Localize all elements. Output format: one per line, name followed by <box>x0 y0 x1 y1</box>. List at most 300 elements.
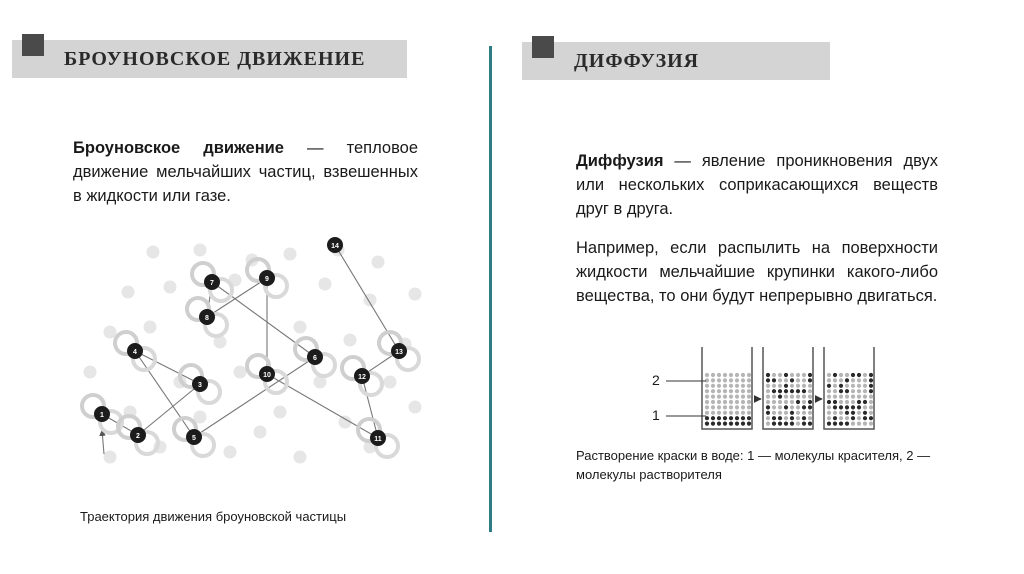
solvent-molecule-icon <box>705 400 709 404</box>
solvent-molecule-icon <box>741 405 745 409</box>
solvent-molecule-icon <box>711 405 715 409</box>
solvent-molecule-icon <box>711 389 715 393</box>
trajectory-point-label: 2 <box>136 433 140 440</box>
molecule-icon <box>274 406 287 419</box>
solvent-molecule-icon <box>717 405 721 409</box>
dye-molecule-icon <box>796 389 800 393</box>
solvent-molecule-icon <box>796 373 800 377</box>
molecule-icon <box>319 278 332 291</box>
solvent-molecule-icon <box>833 395 837 399</box>
dye-molecule-icon <box>741 422 745 426</box>
solvent-molecule-icon <box>705 395 709 399</box>
dye-molecule-icon <box>833 373 837 377</box>
solvent-molecule-icon <box>869 405 873 409</box>
dye-molecule-icon <box>790 389 794 393</box>
solvent-molecule-icon <box>796 405 800 409</box>
dye-molecule-icon <box>863 416 867 420</box>
solvent-molecule-icon <box>784 400 788 404</box>
solvent-molecule-icon <box>729 384 733 388</box>
solvent-molecule-icon <box>741 400 745 404</box>
solvent-molecule-icon <box>747 373 751 377</box>
solvent-molecule-icon <box>863 378 867 382</box>
solvent-molecule-icon <box>863 389 867 393</box>
dye-molecule-icon <box>772 389 776 393</box>
dye-molecule-icon <box>766 378 770 382</box>
solvent-molecule-icon <box>772 384 776 388</box>
solvent-molecule-icon <box>827 378 831 382</box>
solvent-molecule-icon <box>869 411 873 415</box>
dye-molecule-icon <box>784 373 788 377</box>
solvent-molecule-icon <box>778 373 782 377</box>
solvent-molecule-icon <box>723 384 727 388</box>
solvent-molecule-icon <box>729 400 733 404</box>
diffusion-term: Диффузия <box>576 152 664 170</box>
brownian-term: Броуновское движение <box>73 139 284 157</box>
dye-molecule-icon <box>747 416 751 420</box>
dye-molecule-icon <box>790 411 794 415</box>
solvent-molecule-icon <box>863 422 867 426</box>
dye-molecule-icon <box>851 405 855 409</box>
trajectory-arrow <box>138 384 200 435</box>
molecule-icon <box>284 248 297 261</box>
trajectory-point-label: 4 <box>133 349 137 356</box>
solvent-molecule-icon <box>827 373 831 377</box>
solvent-label: 2 <box>652 372 660 388</box>
diffusion-definition-text: — явление проникновения двух или нескольких соприкасающихся веществ друг в друга. <box>576 152 938 218</box>
beaker-icon <box>702 347 752 429</box>
dye-molecule-icon <box>784 405 788 409</box>
dye-molecule-icon <box>851 411 855 415</box>
solvent-molecule-icon <box>827 395 831 399</box>
trajectory-arrow <box>194 357 315 437</box>
dye-molecule-icon <box>735 422 739 426</box>
molecule-icon <box>294 321 307 334</box>
molecule-icon <box>384 376 397 389</box>
solvent-molecule-icon <box>808 384 812 388</box>
solvent-molecule-icon <box>784 411 788 415</box>
solvent-molecule-icon <box>705 373 709 377</box>
molecule-icon <box>147 246 160 259</box>
molecule-icon <box>122 286 135 299</box>
trajectory-point-label: 9 <box>265 276 269 283</box>
solvent-molecule-icon <box>717 373 721 377</box>
solvent-molecule-icon <box>705 384 709 388</box>
solvent-molecule-icon <box>741 389 745 393</box>
dye-molecule-icon <box>772 378 776 382</box>
solvent-molecule-icon <box>735 378 739 382</box>
solvent-molecule-icon <box>857 422 861 426</box>
brownian-trajectory-figure <box>70 232 440 482</box>
beaker-icon <box>763 347 813 429</box>
dye-molecule-icon <box>802 422 806 426</box>
solvent-molecule-icon <box>723 378 727 382</box>
solvent-molecule-icon <box>784 395 788 399</box>
solvent-molecule-icon <box>735 389 739 393</box>
solvent-molecule-icon <box>845 416 849 420</box>
molecule-icon <box>344 334 357 347</box>
solvent-molecule-icon <box>863 405 867 409</box>
dye-molecule-icon <box>790 416 794 420</box>
solvent-molecule-icon <box>845 373 849 377</box>
solvent-molecule-icon <box>717 400 721 404</box>
solvent-molecule-icon <box>711 378 715 382</box>
solvent-molecule-icon <box>863 395 867 399</box>
dye-molecule-icon <box>772 416 776 420</box>
dye-molecule-icon <box>863 411 867 415</box>
solvent-molecule-icon <box>845 395 849 399</box>
solvent-molecule-icon <box>869 400 873 404</box>
molecule-icon <box>164 281 177 294</box>
molecule-icon <box>144 321 157 334</box>
molecule-icon <box>104 451 117 464</box>
dye-molecule-icon <box>772 422 776 426</box>
dye-molecule-icon <box>857 400 861 404</box>
solvent-molecule-icon <box>827 416 831 420</box>
dye-molecule-icon <box>802 389 806 393</box>
solvent-molecule-icon <box>790 400 794 404</box>
molecule-icon <box>409 288 422 301</box>
dye-molecule-icon <box>741 416 745 420</box>
molecule-icon <box>194 244 207 257</box>
trajectory-point-label: 5 <box>192 435 196 442</box>
dye-molecule-icon <box>705 416 709 420</box>
solvent-molecule-icon <box>827 389 831 393</box>
solvent-molecule-icon <box>766 400 770 404</box>
solvent-molecule-icon <box>784 416 788 420</box>
solvent-molecule-icon <box>857 378 861 382</box>
solvent-molecule-icon <box>711 373 715 377</box>
dye-molecule-icon <box>808 373 812 377</box>
dye-molecule-icon <box>869 389 873 393</box>
solvent-molecule-icon <box>808 411 812 415</box>
brownian-definition <box>73 136 418 208</box>
dye-molecule-icon <box>808 400 812 404</box>
solvent-molecule-icon <box>802 373 806 377</box>
solvent-molecule-icon <box>772 405 776 409</box>
solvent-molecule-icon <box>796 384 800 388</box>
solvent-molecule-icon <box>857 395 861 399</box>
solvent-molecule-icon <box>747 400 751 404</box>
trajectory-point-label: 14 <box>331 243 339 250</box>
solvent-molecule-icon <box>839 411 843 415</box>
diffusion-section-header <box>522 42 830 80</box>
dye-molecule-icon <box>857 373 861 377</box>
trajectory-point-label: 7 <box>210 280 214 287</box>
trajectory-point-label: 3 <box>198 382 202 389</box>
dye-molecule-icon <box>766 411 770 415</box>
diffusion-header-title: ДИФФУЗИЯ <box>574 49 700 72</box>
solvent-molecule-icon <box>790 384 794 388</box>
section-divider <box>489 46 492 532</box>
solvent-molecule-icon <box>796 411 800 415</box>
solvent-molecule-icon <box>851 400 855 404</box>
solvent-molecule-icon <box>772 400 776 404</box>
solvent-molecule-icon <box>766 395 770 399</box>
solvent-molecule-icon <box>778 400 782 404</box>
trajectory-arrow <box>135 351 194 437</box>
dye-molecule-icon <box>839 405 843 409</box>
solvent-molecule-icon <box>857 411 861 415</box>
solvent-molecule-icon <box>802 378 806 382</box>
dye-molecule-icon <box>857 405 861 409</box>
solvent-molecule-icon <box>869 422 873 426</box>
solvent-molecule-icon <box>833 384 837 388</box>
dye-molecule-icon <box>833 400 837 404</box>
trajectory-arrow <box>102 430 104 454</box>
dye-molecule-icon <box>723 416 727 420</box>
solvent-molecule-icon <box>723 405 727 409</box>
dye-molecule-icon <box>833 405 837 409</box>
dye-molecule-icon <box>802 416 806 420</box>
solvent-molecule-icon <box>729 395 733 399</box>
solvent-molecule-icon <box>735 400 739 404</box>
dye-molecule-icon <box>869 378 873 382</box>
solvent-molecule-icon <box>845 400 849 404</box>
dye-molecule-icon <box>766 373 770 377</box>
header-square-icon <box>22 34 44 56</box>
diffusion-example: Например, если распылить на поверхности жидкости мельчайшие крупинки какого-либо вещества, то они будут непрерывно двигаться. <box>576 239 938 305</box>
dye-molecule-icon <box>851 416 855 420</box>
dye-molecule-icon <box>723 422 727 426</box>
dye-molecule-icon <box>839 389 843 393</box>
dye-molecule-icon <box>790 422 794 426</box>
dye-molecule-icon <box>845 378 849 382</box>
dye-molecule-icon <box>869 373 873 377</box>
solvent-molecule-icon <box>717 395 721 399</box>
solvent-molecule-icon <box>717 411 721 415</box>
solvent-molecule-icon <box>851 422 855 426</box>
solvent-molecule-icon <box>857 389 861 393</box>
solvent-molecule-icon <box>717 389 721 393</box>
dye-molecule-icon <box>766 405 770 409</box>
solvent-molecule-icon <box>747 395 751 399</box>
solvent-molecule-icon <box>705 405 709 409</box>
solvent-molecule-icon <box>729 405 733 409</box>
molecule-icon <box>409 401 422 414</box>
dye-molecule-icon <box>808 378 812 382</box>
dye-molecule-icon <box>845 422 849 426</box>
solvent-molecule-icon <box>705 378 709 382</box>
brownian-figure-caption: Траектория движения броуновской частицы <box>80 509 347 524</box>
solvent-molecule-icon <box>735 373 739 377</box>
dye-molecule-icon <box>705 422 709 426</box>
solvent-molecule-icon <box>808 416 812 420</box>
solvent-molecule-icon <box>766 384 770 388</box>
solvent-molecule-icon <box>851 378 855 382</box>
trajectory-point-label: 8 <box>205 315 209 322</box>
dye-molecule-icon <box>839 422 843 426</box>
solvent-molecule-icon <box>772 373 776 377</box>
solvent-molecule-icon <box>790 405 794 409</box>
solvent-molecule-icon <box>796 378 800 382</box>
trajectory-arrow <box>335 245 399 351</box>
dye-molecule-icon <box>784 422 788 426</box>
solvent-molecule-icon <box>857 416 861 420</box>
solvent-molecule-icon <box>851 395 855 399</box>
trajectory-arrow <box>135 351 200 384</box>
solvent-molecule-icon <box>802 384 806 388</box>
beaker-icon <box>824 347 874 429</box>
solvent-molecule-icon <box>833 411 837 415</box>
solvent-molecule-icon <box>790 373 794 377</box>
solvent-molecule-icon <box>778 384 782 388</box>
solvent-molecule-icon <box>747 405 751 409</box>
dye-molecule-icon <box>790 378 794 382</box>
solvent-molecule-icon <box>723 389 727 393</box>
solvent-molecule-icon <box>772 395 776 399</box>
dye-dissolution-figure <box>640 345 890 435</box>
solvent-molecule-icon <box>741 395 745 399</box>
solvent-molecule-icon <box>790 395 794 399</box>
solvent-molecule-icon <box>827 405 831 409</box>
solvent-molecule-icon <box>741 384 745 388</box>
dye-molecule-icon <box>717 416 721 420</box>
molecule-icon <box>254 426 267 439</box>
solvent-molecule-icon <box>705 389 709 393</box>
brownian-definition-text: — тепловое движение мельчайших частиц, взвешенных в жидкости или газе. <box>73 139 418 205</box>
dye-molecule-icon <box>711 416 715 420</box>
solvent-molecule-icon <box>723 395 727 399</box>
dye-molecule-icon <box>796 400 800 404</box>
solvent-molecule-icon <box>796 422 800 426</box>
trajectory-point-label: 13 <box>395 349 403 356</box>
solvent-molecule-icon <box>778 411 782 415</box>
dye-molecule-icon <box>735 416 739 420</box>
solvent-molecule-icon <box>808 395 812 399</box>
dye-molecule-icon <box>717 422 721 426</box>
solvent-molecule-icon <box>729 378 733 382</box>
solvent-molecule-icon <box>869 395 873 399</box>
solvent-molecule-icon <box>741 373 745 377</box>
dye-molecule-icon <box>808 422 812 426</box>
dye-molecule-icon <box>827 384 831 388</box>
dye-molecule-icon <box>778 395 782 399</box>
dye-molecule-icon <box>845 405 849 409</box>
diffusion-definition <box>576 149 938 221</box>
solvent-molecule-icon <box>711 400 715 404</box>
solvent-molecule-icon <box>851 389 855 393</box>
solvent-molecule-icon <box>766 389 770 393</box>
solvent-molecule-icon <box>766 416 770 420</box>
dye-molecule-icon <box>747 422 751 426</box>
dye-label: 1 <box>652 407 660 423</box>
trajectory-point-label: 10 <box>263 372 271 379</box>
dye-molecule-icon <box>833 422 837 426</box>
solvent-molecule-icon <box>711 384 715 388</box>
dye-molecule-icon <box>839 384 843 388</box>
solvent-molecule-icon <box>766 422 770 426</box>
dye-molecule-icon <box>827 400 831 404</box>
solvent-molecule-icon <box>808 389 812 393</box>
dye-molecule-icon <box>845 389 849 393</box>
dye-molecule-icon <box>729 416 733 420</box>
solvent-molecule-icon <box>711 395 715 399</box>
solvent-molecule-icon <box>845 384 849 388</box>
solvent-molecule-icon <box>735 384 739 388</box>
solvent-molecule-icon <box>729 411 733 415</box>
solvent-molecule-icon <box>735 405 739 409</box>
dye-molecule-icon <box>802 405 806 409</box>
solvent-molecule-icon <box>839 378 843 382</box>
solvent-molecule-icon <box>839 373 843 377</box>
solvent-molecule-icon <box>705 411 709 415</box>
molecule-icon <box>104 326 117 339</box>
solvent-molecule-icon <box>741 378 745 382</box>
solvent-molecule-icon <box>717 384 721 388</box>
brownian-header-title: БРОУНОВСКОЕ ДВИЖЕНИЕ <box>64 47 366 70</box>
solvent-molecule-icon <box>711 411 715 415</box>
dye-molecule-icon <box>851 373 855 377</box>
molecule-icon <box>84 366 97 379</box>
solvent-molecule-icon <box>735 395 739 399</box>
solvent-molecule-icon <box>863 384 867 388</box>
solvent-molecule-icon <box>747 389 751 393</box>
molecule-icon <box>294 451 307 464</box>
trajectory-point-label: 11 <box>374 436 382 443</box>
trajectory-point-label: 12 <box>358 374 366 381</box>
solvent-molecule-icon <box>778 405 782 409</box>
dye-molecule-icon <box>711 422 715 426</box>
molecule-icon <box>372 256 385 269</box>
solvent-molecule-icon <box>796 416 800 420</box>
dye-molecule-icon <box>778 389 782 393</box>
solvent-molecule-icon <box>729 373 733 377</box>
solvent-molecule-icon <box>857 384 861 388</box>
dye-molecule-icon <box>784 389 788 393</box>
solvent-molecule-icon <box>729 389 733 393</box>
solvent-molecule-icon <box>839 400 843 404</box>
solvent-molecule-icon <box>851 384 855 388</box>
solvent-molecule-icon <box>833 378 837 382</box>
solvent-molecule-icon <box>735 411 739 415</box>
trajectory-arrow <box>362 376 378 438</box>
header-square-icon <box>532 36 554 58</box>
dye-molecule-icon <box>784 384 788 388</box>
dye-molecule-icon <box>869 416 873 420</box>
trajectory-point-label: 1 <box>100 412 104 419</box>
molecule-icon <box>234 366 247 379</box>
dye-molecule-icon <box>808 405 812 409</box>
diffusion-figure-caption: Растворение краски в воде: 1 — молекулы красителя, 2 — молекулы растворителя <box>576 448 931 482</box>
solvent-molecule-icon <box>863 373 867 377</box>
solvent-molecule-icon <box>747 411 751 415</box>
dye-molecule-icon <box>833 416 837 420</box>
solvent-molecule-icon <box>796 395 800 399</box>
solvent-molecule-icon <box>839 416 843 420</box>
solvent-molecule-icon <box>784 378 788 382</box>
solvent-molecule-icon <box>723 373 727 377</box>
solvent-molecule-icon <box>723 411 727 415</box>
trajectory-point-label: 6 <box>313 355 317 362</box>
solvent-molecule-icon <box>772 411 776 415</box>
solvent-molecule-icon <box>802 395 806 399</box>
solvent-molecule-icon <box>747 384 751 388</box>
solvent-molecule-icon <box>717 378 721 382</box>
solvent-molecule-icon <box>839 395 843 399</box>
solvent-molecule-icon <box>827 411 831 415</box>
dye-molecule-icon <box>729 422 733 426</box>
brownian-section-header <box>12 40 407 78</box>
solvent-molecule-icon <box>723 400 727 404</box>
dye-molecule-icon <box>778 422 782 426</box>
solvent-molecule-icon <box>741 411 745 415</box>
dye-molecule-icon <box>827 422 831 426</box>
dye-molecule-icon <box>869 384 873 388</box>
dye-molecule-icon <box>778 416 782 420</box>
solvent-molecule-icon <box>802 411 806 415</box>
dye-molecule-icon <box>845 411 849 415</box>
dye-molecule-icon <box>863 400 867 404</box>
